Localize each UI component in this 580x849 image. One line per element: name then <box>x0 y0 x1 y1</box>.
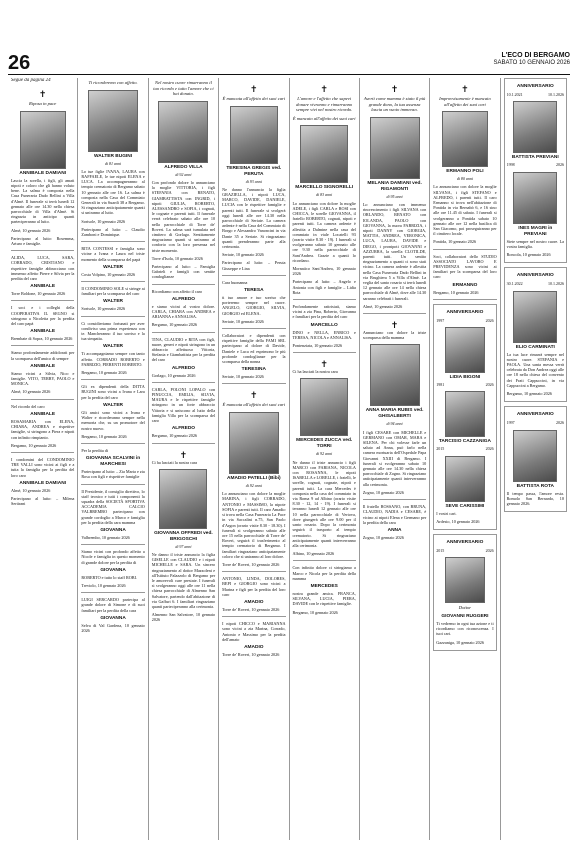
deceased-name: ERMANNO <box>452 282 478 288</box>
deceased-name: BATTISTA ROTA <box>516 483 554 489</box>
deceased-name: ALFREDO <box>171 365 196 371</box>
continued-from: Segue da pagina 24 <box>11 78 51 83</box>
notice-date: Sorisole, 10 gennaio 2026 <box>81 306 126 312</box>
notice-quote: Improvvisamente è mancato all'affetto dei suoi cari <box>439 96 491 107</box>
divider <box>11 300 74 301</box>
notice-quote: L'amore e l'affetto che sapevi donare vivranno e rimarranno sempre vivi nel nostro ricordo. <box>296 96 353 113</box>
notice-date: Bergamo, 10 gennaio 2026 <box>11 442 57 448</box>
notice-text: Ne danno il triste annuncio la figlia GISELLE con CLAUDIO e i nipoti MICHELLE e SARA. Un sincero ringraziamento al dottor Mazzoleni e all'Istituto Palazzolo di Bergamo per le amorevoli cure prestate. I funerali si svolgeranno oggi alle ore 11 nella chiesa parrocchiale di Almenno San Salvatore, partendo dall'abitazione di via Gaffuri 6. I familiari ringraziano quanti parteciperanno alla cerimonia. <box>151 551 216 609</box>
deceased-name: INES MAGRI in PREVIANI <box>518 225 553 237</box>
page-header <box>0 0 580 74</box>
deceased-age: di 93 anni <box>245 178 262 184</box>
notice-text: Con profondo dolore lo annunciano la moglie VITTORIA, i figli STEFANIA con RENATO, GIAMBATTISTA con INGRID, i nipoti GIULIA, ROBERTO, ALESSANDRO e SOFIA, i cognati, le cognate e parenti tutti. Il funerale verrà celebrato sabato alle ore 10 nella parrocchiale di Torre de' Roveri. La salma sarà tumulata nel cimitero di Gorlago. Sentitamente ringraziamo quanti si uniranno al conforto con la loro presenza nel triste momento. <box>151 179 216 253</box>
notice-date: Sorisole, 10 gennaio 2026 <box>81 218 126 224</box>
deceased-name: MARCELLO <box>310 322 338 328</box>
deceased-age: di 81 anni <box>104 160 122 166</box>
notice-text: Annunciano con dolore la triste scomparsa della mamma <box>362 330 427 341</box>
divider <box>81 443 144 444</box>
divider <box>293 560 356 561</box>
notice-date: Gazzaniga, 10 gennaio 2026 <box>436 639 484 645</box>
deceased-name: SEVE CARISSIMI <box>445 503 485 509</box>
notice-date: Seriate, 10 gennaio 2026 <box>222 374 264 380</box>
anniversary-box <box>433 534 496 651</box>
notice-text: Partecipano al lutto: – Milena Sertirani <box>11 495 75 507</box>
column-3 <box>148 78 218 840</box>
portrait-photo <box>300 378 348 436</box>
notice-intro: È mancato all'affetto dei suoi cari <box>292 115 356 121</box>
notice-text: I nipoti CHICCO e MARIANNA sono vicini a zia Marina, Corrado, Antonio e Massimo per la perdita dell'amato <box>222 621 286 642</box>
portrait-photo <box>230 106 278 164</box>
notice-text: Ti vedremo in ogni tua azione e ti ricordiamo con riconoscenza. I tuoi cari. <box>436 621 494 637</box>
deceased-name: WALTER <box>103 344 124 350</box>
publication-name: L'ECO DI BERGAMO <box>501 52 570 59</box>
year-end: 10.1.2026 <box>548 281 564 287</box>
notice-text: Partecipano al lutto: – Famiglia Gabrieli e famigli con sentite condoglianze <box>151 264 216 280</box>
notice-text: Lascia la sorella, i figli, gli amati nipoti e coloro che gli hanno voluto bene. La salma è composta nella Casa Funeraria Dado Bellini a Villa d'Almè. Il funerale si terrà lunedì 12 gennaio alle ore 14.30 nella chiesa parrocchiale di Villa d'Almè. Si ringrazia in anticipo quanti parteciperanno al lutto. <box>11 177 75 225</box>
notice-text: Siamo vicini con profondo affetto a Nicole e famiglia in questo momento di grande dolore per la perdita di <box>81 549 145 565</box>
notice-date: Almè, 10 gennaio 2026 <box>362 303 403 309</box>
deceased-name: ANNA MARIA RUBIS ved. GHISALBERTI <box>365 408 424 420</box>
deceased-name: GIOVANNA SCALVINI in MARCHESI <box>85 456 141 468</box>
deceased-name: AMADIO <box>244 599 264 605</box>
deceased-name: TERESINA <box>241 367 266 373</box>
year-end: 2026 <box>485 382 494 388</box>
notice-text: Il Presidente, il consiglio direttivo, lo staff tecnico e tutti i componenti la squadra della SOCIETÀ SPORTIVA ACCADEMIA CALCIO VALBREMBO partecipano con grande cordoglio a Marco e famiglia per la perdita della cara mamma <box>81 488 145 525</box>
notice-quote: Ti ricorderemo con affetto. <box>88 80 138 85</box>
notice-text: I figli CESARE con MICHELLE e GERMANO con OMAR, MARA e SILENA. Per chi volesse farle un saluto ad Anna, può farlo nella camera mortuaria dell'Ospedale Papa Giovanni XXIII di Bergamo. I funerali si svolgeranno sabato 10 gennaio alle ore 14.30 nella chiesa parrocchiale di Zogno. Si ringraziano anticipatamente quanti interverranno alla cerimonia. <box>362 429 427 487</box>
notice-date: Costa Volpino, 10 gennaio 2026 <box>81 271 136 277</box>
deceased-name: ERMANNO POLI <box>446 169 484 175</box>
notice-text: Lo tue figlie IVANA, LAURA con RAFFAELE, le tue nipoti ELENA e LUCA. La accompagneranno al tempio crematorio di Bergamo sabato 10 gennaio alle ore 16. La salma è composta nella Casa del Commiato Generali in via Suardi 38 a Bergamo. Si ringraziano anticipatamente quanti si uniranno al lutto. <box>81 168 145 216</box>
notice-text: Con infinito dolore ci stringiamo a Marco e Nicola per la perdita della mamma <box>292 565 356 581</box>
year-start: 10.1.2021 <box>506 92 523 98</box>
divider <box>81 241 144 242</box>
deceased-name: AMADIO <box>244 644 264 650</box>
deceased-name: AMADIO PATELLI (Bibi) <box>226 476 281 482</box>
notice-date: Bergamo, 10 gennaio 2026 <box>433 289 479 295</box>
divider <box>222 328 285 329</box>
notice-intro: È mancata all'affetto dei suoi cari <box>222 96 286 101</box>
divider <box>222 571 285 572</box>
notice-text: I vostri cari. <box>436 510 457 516</box>
notice-date: Bergamo, 10 gennaio 2026 <box>151 322 198 328</box>
notice-text: Partecipano al lutto: – Peruta Giuseppe e Lina <box>222 260 286 271</box>
notice-text: e siamo vicini al vostro dolore. CARLA, CHIARA con ANDREA e ARIANNA e ANNALISA. <box>151 303 216 320</box>
notice-text: Lo annunciano con dolore la moglie MARINA, i figli CORRADO, ANTONIO e MASSIMO, la nipote SOFIA e parenti tutti. Il caro Amadio si trova nella Casa Funeraria La Pace in via Saccalini n.75, San Paolo d'Argon (orario visite 8.30 - 18.30). I funerali si svolgeranno sabato alle ore 15 nella parrocchiale di Torre de' Roveri, seguirà il trasferimento al tempio crematorio di Bergamo. I familiari ringraziano anticipatamente coloro che si uniranno al loro dolore. <box>222 491 286 559</box>
divider <box>152 332 215 333</box>
notice-quote: Nel nostro cuore rimarranno il tuo ricordo e tutto l'amore che ci hai donato. <box>153 80 214 97</box>
divider <box>11 399 74 400</box>
deceased-name: GIOVANNA <box>100 527 126 533</box>
anniversary-box <box>504 267 567 402</box>
portrait-photo <box>513 172 557 224</box>
notice-text: Ci ha lasciati la nostra cara <box>151 459 197 465</box>
deceased-name: WALTER <box>103 402 124 408</box>
notice-text: LUIGI SERCARDO partecipa al grande dolore di Simone e di suoi familiari per la perdita della cara <box>81 597 145 613</box>
rest-in-peace: Riposa in pace <box>29 101 57 107</box>
notice-date: Pontida, 10 gennaio 2026 <box>433 239 477 245</box>
notice-text: ROSAMARIA con ELENA, CHIARA, ANDREA e rispettive famiglie, si stringono a Piera e nipoti con infinito rimpianto. <box>11 418 75 440</box>
year-end: 2026 <box>556 420 564 426</box>
deceased-name: WALTER BUGINI <box>94 153 133 159</box>
deceased-name: ANNIBALE <box>30 411 56 417</box>
deceased-name: BATTISTA PREVIANI <box>511 155 559 161</box>
notice-text: ANTONIO, LINDA, DOLORES, BEPI e GIORGIO sono vicini a Marina e figli per la perdita del loro caro <box>222 576 286 597</box>
year-start: 1998 <box>506 162 515 168</box>
anniversary-heading: ANNIVERSARIO <box>516 412 554 418</box>
anniversary-heading: ANNIVERSARIO <box>446 540 484 546</box>
divider <box>152 284 215 285</box>
portrait-photo <box>370 344 420 406</box>
notice-text: Il fratello ROSSANO, con BRUNA, CLAUDIO, NADIA e CESARE, è vicino ai nipoti Elena e Germano per la perdita della cara <box>362 504 427 525</box>
divider <box>81 379 144 380</box>
notice-text: Profondamente rattristati, siamo vicini a zia Pina, Roberto, Giovanna e familiari per la perdita del caro <box>292 304 356 320</box>
deceased-name: LIDIA BIGONI <box>449 375 481 381</box>
title-label: Dottor <box>458 605 472 611</box>
notice-text: Lo annunciano con dolore la moglie SILVANA, i figli STEFANO e ALFREDO, i parenti tutti. Il caro Ermanno si trova nell'abitazione di Pontida in via Bernabò 6, e 16 sino alle ore 11.45 di sabato. I funerali si svolgeranno a Pontida sabato 10 gennaio alle ore 12 nella basilica di San Giacomo, poi proseguiranno per il cimitero locale. <box>433 184 497 237</box>
notice-date: Treviolo, 10 gennaio 2026 <box>81 582 126 588</box>
deceased-name: TARCISIO CAZZANIGA <box>438 439 491 445</box>
notice-text: Per la perdita di <box>81 447 109 453</box>
notice-date: Gorlago, 10 gennaio 2026 <box>151 372 196 378</box>
deceased-name: MARCELLO SIGNORELLI <box>295 185 354 191</box>
cross-icon: ✝ <box>320 84 328 94</box>
deceased-age: di 92 anni <box>316 451 333 457</box>
notice-text: Collaboratori e dipendenti con rispettive famiglie della FAMI SRL partecipano al dolore di Davide, Daniele e Luca ed esprimono le più profonde condoglianze per la scomparsa della nonna <box>222 333 286 365</box>
notice-date: Zogno, 10 gennaio 2026 <box>362 534 404 540</box>
portrait-photo <box>20 111 66 169</box>
notice-date: Bergamo, 10 gennaio 2026 <box>81 433 127 439</box>
notice-text: CARLA, POLONI LOPALO con PINUCCIA, EMILIA, SILVIA, MAURA e le rispettive famiglie stringono in un forte abbraccio Vittoria e si uniscono al lutto della famiglia Villa per la scomparsa del caro <box>151 386 216 424</box>
portrait-photo <box>370 117 420 179</box>
portrait-photo <box>229 412 279 474</box>
divider <box>81 316 144 317</box>
notice-text: Partecipano al lutto: Rosemma, Arturo e famiglie. <box>11 235 75 247</box>
deceased-name: GIOVANNA <box>100 615 126 621</box>
anniversary-heading: ANNIVERSARIO <box>516 84 554 89</box>
cross-icon: ✝ <box>461 84 469 94</box>
deceased-name: ALFREDO <box>171 426 196 432</box>
anniversary-years <box>507 92 564 97</box>
deceased-age: di 92 anni <box>245 483 262 489</box>
notice-date: Almè, 10 gennaio 2026 <box>11 487 51 493</box>
deceased-name: MELANIA DAMIANI ved. RIGAMONTI <box>367 180 422 192</box>
divider <box>363 499 426 500</box>
notice-text: Il tempo passa, l'amore resta. Romolo San Bernardo, 10 gennaio 2026. <box>506 490 564 507</box>
cross-icon: ✝ <box>320 359 328 370</box>
notice-date: Almè, 10 gennaio 2026 <box>11 389 51 395</box>
year-start: 30.1.2022 <box>506 281 523 287</box>
notice-text: nostra grande amica. FRANCA, SILVANA, LUCIA, PIERA, DAVIDE con le rispettive famiglie. <box>292 590 356 607</box>
deceased-name: WALTER <box>103 264 124 270</box>
anniversary-box <box>433 304 496 530</box>
portrait-photo <box>513 430 557 482</box>
cross-icon: ✝ <box>250 390 258 401</box>
year-end: 2026 <box>485 548 494 554</box>
deceased-name: ANNIBALE <box>30 284 56 290</box>
cross-icon: ✝ <box>250 84 258 94</box>
notice-date: Seriate, 10 gennaio 2026 <box>222 252 264 258</box>
notice-text: Gli amici sono vicini a Ivana e Walter e ricorderanno sempre nella memoria che, su un promotore del nostro nuovo. <box>81 409 145 431</box>
anniversary-heading: ANNIVERSARIO <box>516 273 554 279</box>
deceased-name: ANNIBALE DAMIANI <box>19 480 66 486</box>
page-number: 26 <box>8 52 31 74</box>
notice-text: Ci ha lasciati la nostra cara <box>292 369 338 375</box>
deceased-name: TERESINA GREGIS ved. PERUTA <box>226 165 282 177</box>
anniversary-years <box>507 420 564 425</box>
divider <box>81 484 144 485</box>
notice-text: RITA CONTESSI e famiglia sono vicine a Ivana e Laura nel triste momento della scomparsa del papà <box>81 246 145 262</box>
divider <box>293 352 356 353</box>
deceased-age: di 92 anni <box>175 171 192 177</box>
column-4 <box>218 78 288 840</box>
notice-text: Partecipano al lutto: – Zia Maria e zia Rosa con figli e rispettive famiglie <box>81 469 145 480</box>
anniversary-years <box>436 548 493 553</box>
portrait-photo <box>445 456 485 502</box>
notice-text: I soci e i colleghi della COOPERATIVA IL SEGNO si stringono a Nicoletta per la perdita del caro papà <box>11 305 75 327</box>
notice-date: Bergamo, 10 gennaio 2026 <box>292 609 338 615</box>
deceased-name: TERESA <box>244 288 264 294</box>
divider <box>152 443 215 444</box>
notice-date: Bergamo, 10 gennaio 2026 <box>81 370 127 376</box>
year-start: 1997 <box>506 420 515 426</box>
notice-text: Lo annunciano con dolore la moglie ADELE, i figli CARLA e ROSI con CHICCA, le sorelle GIOVANNA, il fratello ROBERTO, cognati, nipoti e parenti tutti. La camera ardente è allestita a Dalmine nella casa del commiato in viale Locatelli 93 (orario visite 8.30 - 19). I funerali si svolgeranno sabato 10 gennaio alle ore 9.30 nella parrocchiale di Sant'Andrea. Grazie a quanti lo ricordano. <box>292 200 356 263</box>
deceased-name: ANNIBALE DAMIANI <box>19 170 66 176</box>
notice-text: Ci considieriamo fortunati per aver condiviso una prima esperienza con te. Mancheranno il tuo sorriso e la tua simpatia. <box>81 320 145 342</box>
year-start: 2015 <box>436 548 445 554</box>
notice-text: ti tuo amore e tuo sorriso che porteremo sempre nel cuore. ANGELO, GIORGIO, SILVIA, GIORGIO ed ELENA. <box>222 295 286 316</box>
column-5 <box>289 78 359 840</box>
anniversary-years <box>436 318 493 323</box>
notice-text: Ti accompagniamo sempre con tanto affetto. CORRADO ROBERTO e FABRIZIO, PIERENTI ROBERTO. <box>81 351 145 367</box>
notice-text: Soci, collaboratori dello STUDIO ASSOCIATO LAVORO E PREVIDENZA sono vicini ai familiari per la scomparsa del loro caro <box>433 253 497 280</box>
notice-text: I condomini del CONDOMINIO TRE VALLI sono vicini ai figli e a tutta la famiglia per la perdita del loro caro <box>11 456 75 478</box>
divider <box>293 299 356 300</box>
deceased-age: di 83 anni <box>316 192 333 198</box>
deceased-name: ANNIBALE <box>30 329 56 335</box>
column-2 <box>77 78 147 840</box>
anniversary-years <box>436 382 493 387</box>
deceased-name: GIOVANNA <box>100 567 126 573</box>
notice-text: ROBERTO e tutto lo staff ROBI. <box>81 574 138 580</box>
anniversary-years <box>436 446 493 451</box>
divider <box>11 250 74 251</box>
obituary-columns <box>8 78 570 840</box>
anniversary-years <box>507 281 564 286</box>
divider <box>11 452 74 453</box>
cross-icon: ✝ <box>179 449 188 460</box>
divider <box>433 249 496 250</box>
notice-date: Brembate di Sopra, 10 gennaio 2026 <box>11 336 73 342</box>
notice-date: Torre de' Roveri, 10 gennaio 2026 <box>222 651 280 657</box>
notice-date: Valbrembo, 10 gennaio 2026 <box>81 534 130 540</box>
portrait-photo <box>513 291 557 343</box>
notice-date: Ardesio, 10 gennaio 2026 <box>436 518 480 524</box>
year-end: 2026 <box>556 162 564 168</box>
anniversary-box <box>504 78 567 263</box>
notice-text: Nel ricordo del caro <box>11 403 45 409</box>
anniversary-years <box>507 162 564 167</box>
notice-date: Pontenziata, 10 gennaio 2026 <box>292 343 343 349</box>
notice-quote: Averti come mamma è stato il più grande dono, la tua assenza lascia un vuoto immenso. <box>363 96 426 113</box>
notice-date: Torre Boldone, 10 gennaio 2026 <box>11 291 66 297</box>
notice-date: Mornatico Sant'Andrea, 10 gennaio 2026 <box>292 266 356 277</box>
notice-text: DINO e NELLA, ENRICO e TERESA, NICOLA e ANNALISA. <box>292 329 356 340</box>
header-rule <box>8 74 570 75</box>
deceased-name: MERCEDES ZUCCA ved. TORRI <box>296 438 353 450</box>
year-start: 1997 <box>436 318 445 324</box>
notice-date: Torre de' Roveri, 10 gennaio 2026 <box>222 561 280 567</box>
notice-date: Bergamo, 10 gennaio 2026 <box>151 433 198 439</box>
notice-intro: È mancata all'affetto dei suoi cari <box>222 402 286 408</box>
notice-date: Torre d'Isola, 10 gennaio 2026 <box>151 255 203 261</box>
portrait-photo <box>300 125 348 183</box>
deceased-name: MERCEDES <box>310 583 338 589</box>
notice-text: La tua luce rimarrà sempre nel nostro cuore. STEFANIA e PAOLA. Una santa messa verrà celebrata da Don Andrea oggi alle ore 18 nella chiesa del convento dei Frati Cappuccini, in via Cappuccini a Bergamo. <box>506 351 564 388</box>
year-end: 2026 <box>485 318 494 324</box>
cross-icon: ✝ <box>38 89 47 100</box>
cross-icon: ✝ <box>390 320 399 331</box>
deceased-name: ANNIBALE <box>30 363 56 369</box>
portrait-photo <box>442 111 488 167</box>
deceased-name: ALFREDO <box>171 296 196 302</box>
notice-date: Almenno San Salvatore, 10 gennaio 2026 <box>151 612 216 623</box>
year-end: 2026 <box>485 446 494 452</box>
notice-text: Partecipano al lutto: – Angelo e Antonia con figli e famiglie – Lidia Rota <box>292 279 356 295</box>
deceased-age: di 97 anni <box>175 543 192 549</box>
deceased-age: di 95 anni <box>386 193 403 199</box>
divider <box>11 345 74 346</box>
portrait-photo <box>445 391 485 437</box>
deceased-name: ALFREDO VILLA <box>164 164 203 170</box>
notice-text: Partecipano al lutto: – Claudio Zamboni e Dominique. <box>81 226 145 238</box>
cross-icon: ✝ <box>390 84 399 94</box>
deceased-name: GIOVANNI RUGGERI <box>441 614 489 620</box>
deceased-name: GIOVANNA OFFREDI ved. BRIGOSCHI <box>154 530 213 542</box>
deceased-name: WALTER <box>103 299 124 305</box>
notice-date: Roncola, 10 gennaio 2026 <box>506 252 551 258</box>
notice-text: Siete sempre nel nostro cuore. La vostra famiglia. <box>506 238 564 249</box>
notice-date: Selva di Val Gardena, 10 gennaio 2026 <box>81 622 145 633</box>
notice-text: Il CONDOMINIO SOLE si stringe ai familiari per la scomparsa del caro <box>81 286 145 297</box>
divider <box>152 382 215 383</box>
year-start: 2015 <box>436 446 445 452</box>
notice-text: Ne danno l'annuncio la figlia GRAZIELLA, i nipoti LUCA, MARCO, DAVIDE, DANIELE, LUCIA con le rispettive famiglie e parenti tutti. Il funerale si svolgerà oggi lunedì alle ore 14.30 nella parrocchiale di Seriate. La camera ardente è nella Casa del Commiato di Borgo e Alessandro Vanoncini in via Dante 35 a Seriate. Si ringraziano quanti prenderanno parte alla cerimonia. <box>222 186 286 250</box>
divider <box>222 383 285 384</box>
divider <box>81 592 144 593</box>
column-7 <box>429 78 499 840</box>
notice-text: Gli ex dipendenti della DITTA BUGINI sono vicini a Ivana e Lara per la perdita del caro <box>81 384 145 400</box>
publication-info <box>494 52 570 67</box>
column-8 <box>500 78 570 840</box>
divider <box>81 281 144 282</box>
notice-text: TINA, CLAUDIO e RITA con figli, nuore, generi e nipoti stringono in un abbraccio affettuoso Vittoria, Stefania e Giambattista per la perdita del caro <box>151 336 216 363</box>
portrait-photo <box>159 469 207 529</box>
notice-date: Almè, 10 gennaio 2026 <box>11 227 51 233</box>
column-6 <box>359 78 429 840</box>
divider <box>222 275 285 276</box>
deceased-age: di 80 anni <box>456 176 474 182</box>
deceased-name: ANNA <box>387 527 402 533</box>
portrait-photo <box>88 90 138 152</box>
year-end: 10.1.2026 <box>548 92 564 98</box>
notice-text: Lo annunciano con immenso rincrescimento i figli SILVANA con ORLANDO, RENATO con IOLANDA, PAOLO con GIOVANNA, la nuora FABRIZIA, i nipoti DANNY con GIORGIA, MATTIA, ANDREA, VERONICA, LUCA, LAURA, DAVIDE e DIEGO, i pronipoti GIOVANNI e AZZURRA, la sorella CLOTILDE, parenti tutti. Un sentito ringraziamento a quanti ci sono stati vicino. La camera ardente è allestita nella Casa Funeraria Dado Bellini in via Brughiera 5 a Villa d'Almè. La veglia del santo rosario si terrà lunedì 12 gennaio alle ore 14 nella chiesa parrocchiale di Almè, dove alle 14.30 saranno celebrati i funerali. <box>362 201 427 301</box>
divider <box>222 616 285 617</box>
notice-date: Seriate, 10 gennaio 2026 <box>222 318 264 324</box>
notice-date: Albino, 10 gennaio 2026 <box>292 551 335 557</box>
publication-date: SABATO 10 GENNAIO 2026 <box>493 60 570 66</box>
column-1 <box>8 78 77 840</box>
year-start: 1981 <box>436 382 445 388</box>
notice-text: Ne danno il triste annuncio i figli MARCO con FABIANA, NICOLA con ROSANNA, le nipoti ISABELLA e LORELLE, i fratelli, le sorelle, cognati, cognate, nipoti e parenti tutti. La cara Mercedes è composta nella casa del commiato in via Roma 9 ad Albino (orario visite 8.30 - 12, 14 - 19). I funerali si terranno lunedì 12 gennaio alle ore 10 nella parrocchiale di Vertova, dove giungerà alle ore 9.00 per il santo rosario. Dopo la cerimonia seguirà il trasporto al tempio crematorio. Si ringraziano anticipatamente quanti interverranno alla cerimonia. <box>292 459 356 548</box>
portrait-photo <box>513 101 557 153</box>
divider <box>363 313 426 314</box>
portrait-photo <box>445 557 485 603</box>
divider <box>81 544 144 545</box>
notice-text: Siamo vicini a Silvia, Nico e famiglie. VITO, TERRY, PAOLO e MONICA. <box>11 370 75 387</box>
notice-text: Cara buonanna <box>222 279 248 285</box>
deceased-name: ELIO CARMINATI <box>515 344 555 350</box>
notice-date: Bergamo, 10 gennaio 2026 <box>506 391 552 397</box>
portrait-photo <box>158 101 208 163</box>
notice-text: Siamo profondamente addolorati per la scomparsa dell'amico di sempre <box>11 350 75 361</box>
anniversary-box <box>504 406 567 512</box>
notice-date: Zogno, 10 gennaio 2026 <box>362 489 404 495</box>
anniversary-heading: ANNIVERSARIO <box>446 309 484 315</box>
divider <box>433 299 496 300</box>
notice-text: ALIDA, LUCA, SARA, CORRADO, CRISTIANO e rispettive famiglie abbracciano con immenso affetto Pierre e Silvia per la perdita del caro <box>11 255 75 282</box>
deceased-age: di 94 anni <box>386 421 403 427</box>
notice-date: Torre de' Roveri, 10 gennaio 2026 <box>222 606 280 612</box>
portrait-photo <box>445 327 485 373</box>
notice-text: Ricordiamo con affetto il caro <box>151 288 203 294</box>
